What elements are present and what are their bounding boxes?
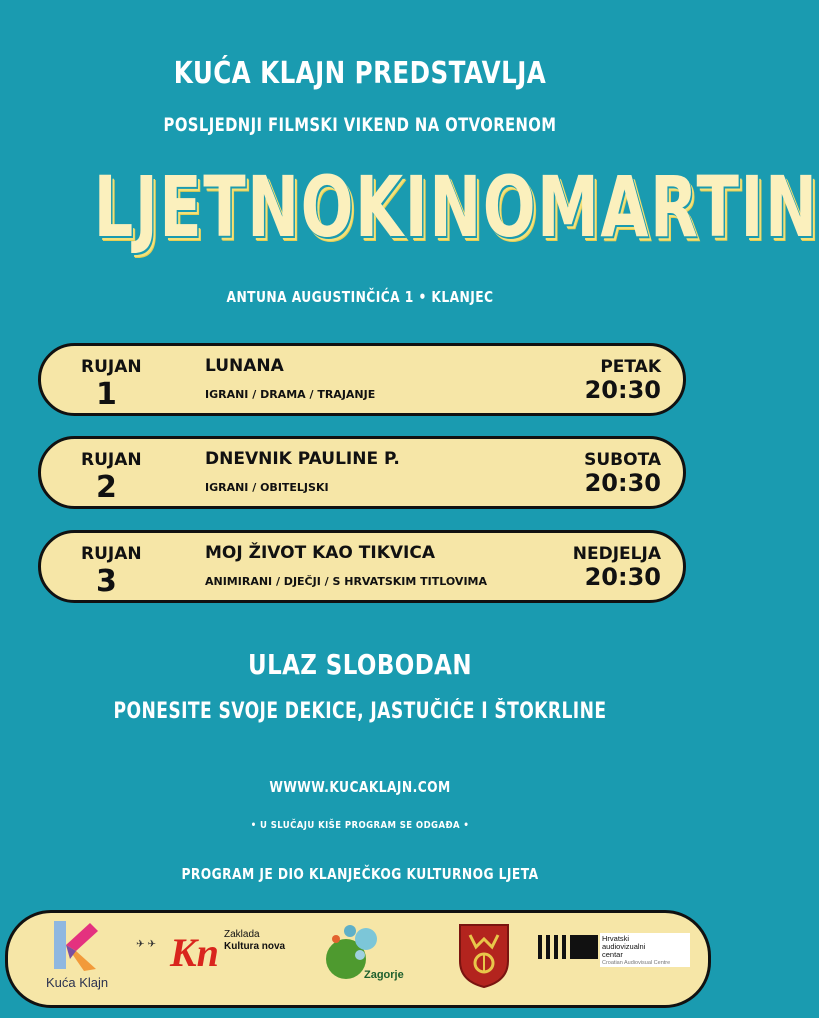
screening-month: RUJAN bbox=[81, 450, 142, 470]
screening-card bbox=[38, 530, 686, 603]
screening-weekday: SUBOTA bbox=[584, 450, 661, 470]
zagorje-logo bbox=[324, 919, 424, 999]
event-title: LJETNOKINOMARTIN bbox=[93, 158, 819, 256]
screening-day: 1 bbox=[96, 377, 117, 412]
havc-line3: centar bbox=[602, 950, 623, 959]
kultura-nova-line1: Zaklada bbox=[224, 929, 260, 940]
screening-card bbox=[38, 436, 686, 509]
film-title: LUNANA bbox=[205, 356, 284, 376]
film-title: DNEVNIK PAULINE P. bbox=[205, 449, 400, 469]
havc-barcode-icon bbox=[536, 933, 600, 961]
screening-day: 2 bbox=[96, 470, 117, 505]
website-link[interactable]: WWWW.KUCAKLAJN.COM bbox=[269, 778, 451, 796]
screening-time: 20:30 bbox=[584, 376, 661, 404]
address: ANTUNA AUGUSTINČIĆA 1 • KLANJEC bbox=[226, 288, 494, 306]
kuca-klajn-mark-icon bbox=[46, 919, 106, 975]
kultura-nova-line2: Kultura nova bbox=[224, 941, 286, 952]
screening-month: RUJAN bbox=[81, 357, 142, 377]
zagorje-label: Zagorje bbox=[364, 969, 404, 981]
kn-mark: Kn bbox=[170, 930, 219, 975]
kultura-nova-logo bbox=[136, 923, 296, 993]
film-genre: IGRANI / DRAMA / TRAJANJE bbox=[205, 388, 376, 401]
kultura-nova-text bbox=[224, 929, 285, 953]
film-genre: ANIMIRANI / DJEČJI / S HRVATSKIM TITLOVIMA bbox=[205, 575, 487, 588]
havc-text bbox=[600, 933, 690, 967]
free-entry-heading: ULAZ SLOBODAN bbox=[248, 648, 472, 681]
film-title: MOJ ŽIVOT KAO TIKVICA bbox=[205, 543, 435, 563]
screening-weekday: PETAK bbox=[600, 357, 661, 377]
presenter-heading: KUĆA KLAJN PREDSTAVLJA bbox=[173, 56, 547, 91]
screening-card bbox=[38, 343, 686, 416]
havc-line1: Hrvatski bbox=[602, 934, 630, 943]
program-note: PROGRAM JE DIO KLANJEČKOG KULTURNOG LJETA bbox=[181, 865, 539, 883]
screening-month: RUJAN bbox=[81, 544, 142, 564]
rain-note: • U SLUČAJU KIŠE PROGRAM SE ODGAĐA • bbox=[250, 820, 470, 831]
film-genre: IGRANI / OBITELJSKI bbox=[205, 481, 329, 494]
kuca-klajn-logo bbox=[46, 919, 116, 999]
screening-day: 3 bbox=[96, 564, 117, 599]
havc-line2: audiovizualni bbox=[602, 942, 646, 951]
havc-line4: Croatian Audiovisual Centre bbox=[602, 960, 671, 966]
subtitle: POSLJEDNJI FILMSKI VIKEND NA OTVORENOM bbox=[163, 114, 557, 136]
screening-time: 20:30 bbox=[584, 469, 661, 497]
klanjec-crest-logo bbox=[456, 921, 512, 989]
havc-logo bbox=[536, 933, 696, 977]
screening-time: 20:30 bbox=[584, 563, 661, 591]
bird-icon: ✈ ✈ bbox=[136, 939, 156, 950]
bring-note: PONESITE SVOJE DEKICE, JASTUČIĆE I ŠTOKRLINE bbox=[113, 699, 607, 724]
kuca-klajn-label: Kuća Klajn bbox=[46, 975, 109, 990]
screening-weekday: NEDJELJA bbox=[572, 544, 661, 564]
sponsor-bar bbox=[5, 910, 711, 1008]
crest-icon bbox=[456, 921, 512, 989]
